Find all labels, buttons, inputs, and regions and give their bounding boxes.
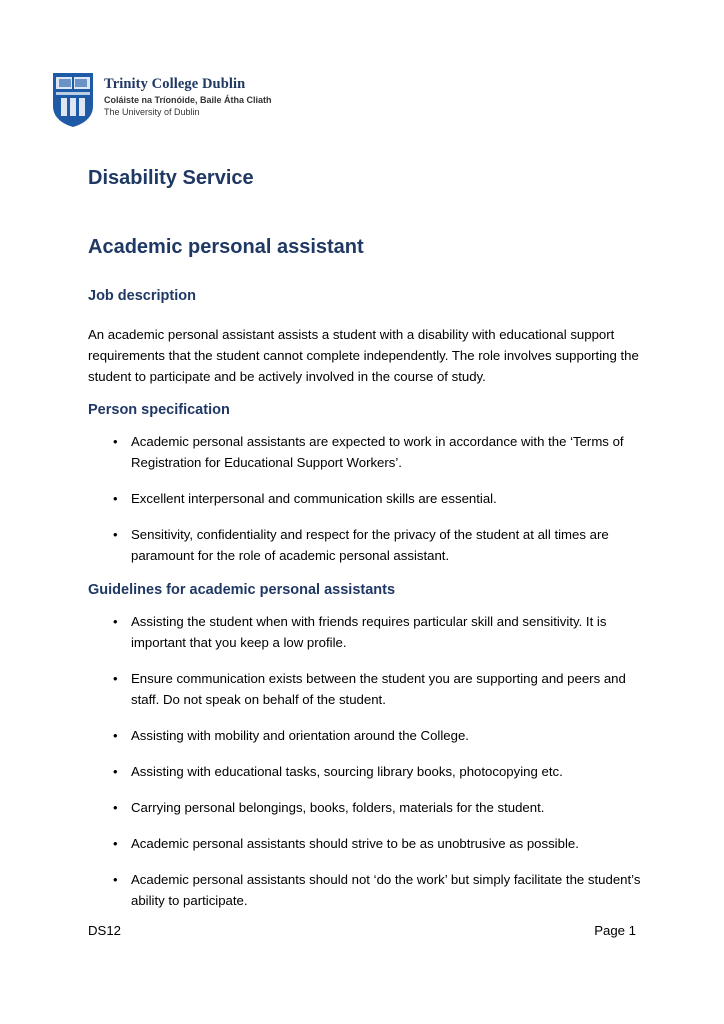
service-title: Disability Service xyxy=(88,167,254,189)
list-item xyxy=(88,833,648,854)
bullet-icon: • xyxy=(113,764,118,779)
document-title: Academic personal assistant xyxy=(88,236,364,258)
bullet-icon: • xyxy=(113,872,118,887)
bullet-icon: • xyxy=(113,836,118,851)
bullet-icon: • xyxy=(113,434,118,449)
list-item-text: Assisting the student when with friends requires particular skill and sensitivity. It is important that you keep a low profile. xyxy=(131,614,607,650)
tcd-logo xyxy=(52,72,272,128)
job-description-heading: Job description xyxy=(88,288,196,304)
list-item xyxy=(88,725,648,746)
document-code: DS12 xyxy=(88,923,121,938)
list-item xyxy=(88,797,648,818)
list-item xyxy=(88,611,648,653)
bullet-icon: • xyxy=(113,527,118,542)
job-description-text: An academic personal assistant assists a student with a disability with educational support requirements that the student cannot complete independently. The role involves supporting the student to participate and be actively involved in the course of study. xyxy=(88,327,639,384)
list-item-text: Carrying personal belongings, books, folders, materials for the student. xyxy=(131,800,545,815)
person-spec-heading: Person specification xyxy=(88,402,230,418)
list-item xyxy=(88,869,648,911)
list-item-text: Assisting with mobility and orientation around the College. xyxy=(131,728,469,743)
list-item xyxy=(88,524,648,566)
logo-irish-name: Coláiste na Tríonóide, Baile Átha Cliath xyxy=(104,94,272,105)
guidelines-heading: Guidelines for academic personal assistants xyxy=(88,582,396,598)
list-item-text: Excellent interpersonal and communication skills are essential. xyxy=(131,491,497,506)
guidelines-list xyxy=(88,611,648,911)
list-item xyxy=(88,761,648,782)
tcd-shield-icon xyxy=(52,72,94,128)
list-item-text: Academic personal assistants should not ‘do the work’ but simply facilitate the student’s ability to participate. xyxy=(131,872,641,908)
list-item-text: Assisting with educational tasks, sourcing library books, photocopying etc. xyxy=(131,764,563,779)
list-item xyxy=(88,668,648,710)
person-spec-list xyxy=(88,431,648,566)
list-item-text: Academic personal assistants are expected to work in accordance with the ‘Terms of Registration for Educational Support Workers’. xyxy=(131,434,624,470)
list-item-text: Academic personal assistants should strive to be as unobtrusive as possible. xyxy=(131,836,579,851)
bullet-icon: • xyxy=(113,671,118,686)
logo-university: The University of Dublin xyxy=(104,107,200,118)
logo-name: Trinity College Dublin xyxy=(104,76,246,92)
bullet-icon: • xyxy=(113,491,118,506)
bullet-icon: • xyxy=(113,800,118,815)
list-item xyxy=(88,488,648,509)
list-item xyxy=(88,431,648,473)
bullet-icon: • xyxy=(113,728,118,743)
list-item-text: Sensitivity, confidentiality and respect for the privacy of the student at all times are paramount for the role of academic personal assistant. xyxy=(131,527,609,563)
bullet-icon: • xyxy=(113,614,118,629)
page-number: Page 1 xyxy=(594,923,636,938)
list-item-text: Ensure communication exists between the student you are supporting and peers and staff. Do not speak on behalf of the student. xyxy=(131,671,626,707)
